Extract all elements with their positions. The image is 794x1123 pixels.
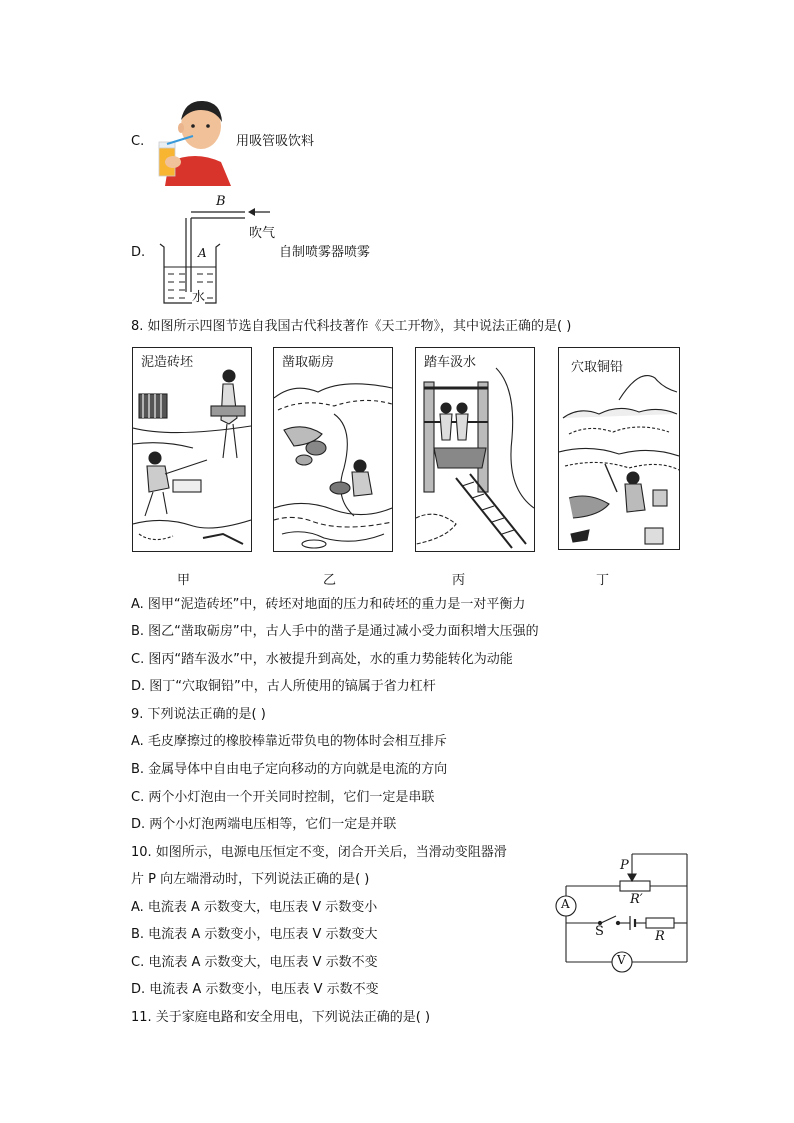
panel-bing xyxy=(415,347,535,552)
panel-title-yi: 凿取砺房 xyxy=(280,351,336,370)
q9-option-a: A. 毛皮摩擦过的橡胶棒靠近带负电的物体时会相互排斥 xyxy=(131,734,447,749)
label-a: A xyxy=(198,246,207,260)
q11-stem: 11. 关于家庭电路和安全用电，下列说法正确的是( ) xyxy=(131,1010,431,1025)
option-c-letter: C. xyxy=(131,134,145,149)
circuit-label-s: S xyxy=(595,924,604,939)
boy-drinking-photo xyxy=(155,96,235,186)
q10-option-d: D. 电流表 A 示数变小，电压表 V 示数不变 xyxy=(131,982,379,997)
q10-option-a: A. 电流表 A 示数变大，电压表 V 示数变小 xyxy=(131,900,378,915)
q10-option-b: B. 电流表 A 示数变小，电压表 V 示数变大 xyxy=(131,927,378,942)
q9-option-c: C. 两个小灯泡由一个开关同时控制，它们一定是串联 xyxy=(131,790,435,805)
caption-bing: 丙 xyxy=(452,573,466,588)
panel-title-jia: 泥造砖坯 xyxy=(139,351,195,370)
label-b: B xyxy=(216,194,226,209)
q9-option-d: D. 两个小灯泡两端电压相等，它们一定是并联 xyxy=(131,817,397,832)
q9-stem: 9. 下列说法正确的是( ) xyxy=(131,707,266,722)
option-c-text: 用吸管吸饮料 xyxy=(236,134,315,149)
panel-yi xyxy=(273,347,393,552)
circuit-label-rprime: R′ xyxy=(630,892,643,907)
circuit-label-p: P xyxy=(620,858,629,873)
panel-title-bing: 踏车汲水 xyxy=(422,351,478,370)
q9-option-b: B. 金属导体中自由电子定向移动的方向就是电流的方向 xyxy=(131,762,448,777)
option-d-letter: D. xyxy=(131,245,146,260)
panel-ding xyxy=(558,347,680,550)
circuit-diagram xyxy=(550,850,695,978)
circuit-label-r: R xyxy=(655,929,665,944)
q10-stem-line2: 片 P 向左端滑动时，下列说法正确的是( ) xyxy=(131,872,370,887)
panel-jia xyxy=(132,347,252,552)
panel-title-ding: 穴取铜铅 xyxy=(569,356,625,375)
q8-stem: 8. 如图所示四图节选自我国古代科技著作《天工开物》，其中说法正确的是( ) xyxy=(131,319,572,334)
sprayer-diagram xyxy=(158,192,278,307)
q10-stem-line1: 10. 如图所示，电源电压恒定不变，闭合开关后，当滑动变阻器滑 xyxy=(131,845,507,860)
q8-option-b: B. 图乙“凿取砺房”中，古人手中的凿子是通过减小受力面积增大压强的 xyxy=(131,624,539,639)
voltmeter-label: V xyxy=(617,953,626,967)
caption-ding: 丁 xyxy=(596,573,610,588)
caption-yi: 乙 xyxy=(323,573,337,588)
q10-option-c: C. 电流表 A 示数变大，电压表 V 示数不变 xyxy=(131,955,378,970)
label-water: 水 xyxy=(192,286,205,305)
ammeter-label: A xyxy=(561,897,570,911)
option-d-text: 自制喷雾器喷雾 xyxy=(279,245,371,260)
q8-option-d: D. 图丁“穴取铜铅”中，古人所使用的镐属于省力杠杆 xyxy=(131,679,436,694)
q8-option-c: C. 图丙“踏车汲水”中，水被提升到高处，水的重力势能转化为动能 xyxy=(131,652,513,667)
caption-jia: 甲 xyxy=(177,573,191,588)
q8-option-a: A. 图甲“泥造砖坯”中，砖坯对地面的压力和砖坯的重力是一对平衡力 xyxy=(131,597,526,612)
label-blow: 吹气 xyxy=(249,226,276,241)
